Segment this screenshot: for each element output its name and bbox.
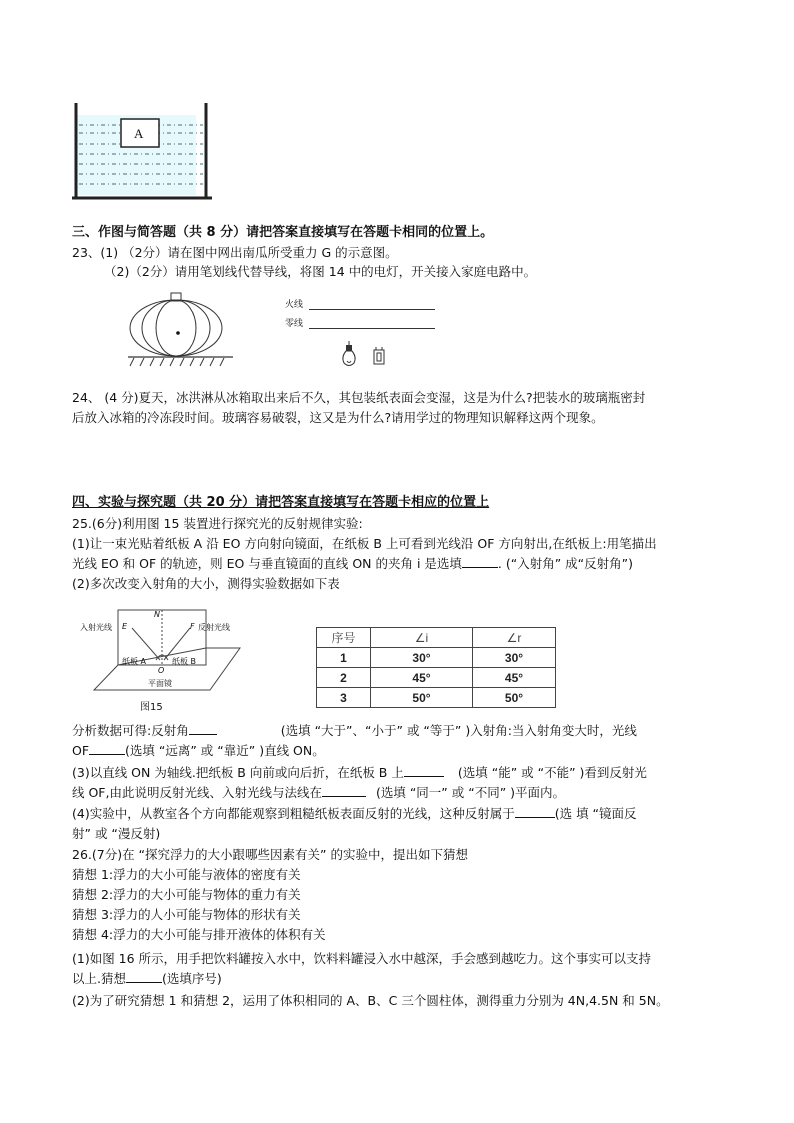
table-row bbox=[317, 688, 556, 708]
reflected-ray-label: 反射光线 bbox=[198, 623, 230, 632]
figure-15-caption: 图15 bbox=[140, 702, 163, 713]
q25-part3-line2 bbox=[72, 784, 565, 802]
analysis-line1 bbox=[72, 722, 637, 740]
live-wire-label: 火线 bbox=[285, 300, 304, 310]
analysis-line2 bbox=[72, 742, 325, 760]
circuit-figure bbox=[285, 295, 445, 375]
q23-part2: （2)（2分）请用笔划线代替导线，将图 14 中的电灯，开关接入家庭电路中。 bbox=[104, 264, 537, 279]
analysis-choice2: (选填 “远离” 或 “靠近” )直线 ON。 bbox=[125, 743, 325, 758]
pumpkin-icon bbox=[128, 290, 238, 370]
q26-part1-line1: (1)如图 16 所示，用手把饮料罐按入水中，饮料料罐浸入水中越深，手会感到越吃力。这个事实可以支持 bbox=[72, 951, 652, 966]
analysis-text: 分析数据可得:反射角 bbox=[72, 723, 189, 738]
cell: 45° bbox=[371, 668, 473, 688]
answer-blank[interactable] bbox=[404, 764, 444, 777]
container-figure bbox=[72, 100, 222, 200]
header-index: 序号 bbox=[317, 628, 371, 648]
angle-data-table bbox=[316, 627, 556, 708]
q25-part1-line1: (1)让一束光贴着纸板 A 沿 EO 方向射向镜面，在纸板 B 上可看到光线沿 OF 方向射出,在纸板上:用笔描出 bbox=[72, 536, 657, 551]
cell: 45° bbox=[473, 668, 556, 688]
water-container-icon bbox=[72, 100, 222, 200]
q25-part4-line1 bbox=[72, 805, 637, 823]
section4-heading: 四、实验与探究题（共 20 分）请把答案直接填写在答题卡相应的位置上 bbox=[72, 495, 490, 510]
q25-part1-text: 光线 EO 和 OF 的轨迹，则 EO 与垂直镜面的直线 ON 的夹角 i 是选填 bbox=[72, 556, 462, 571]
q24-line2: 后放入冰箱的冷冻段时间。玻璃容易破裂，这又是为什么?请用学过的物理知识解释这两个现象。 bbox=[72, 410, 604, 425]
q25-title: 25.(6分)利用图 15 装置进行探究光的反射规律实验: bbox=[72, 516, 363, 531]
guess-2: 猜想 2:浮力的大小可能与物体的重力有关 bbox=[72, 887, 301, 902]
answer-blank[interactable] bbox=[189, 722, 217, 735]
table-row bbox=[317, 668, 556, 688]
q25-part1-line2 bbox=[72, 555, 633, 573]
q25-part3-text2: 线 OF,由此说明反射光线、入射光线与法线在 bbox=[72, 785, 322, 800]
q25-part4-choice: (选 填 “镜面反 bbox=[554, 806, 637, 821]
header-angle-r: ∠r bbox=[473, 628, 556, 648]
cell: 3 bbox=[317, 688, 371, 708]
answer-blank[interactable] bbox=[515, 805, 555, 818]
point-e-label: E bbox=[122, 622, 128, 631]
cell: 30° bbox=[371, 648, 473, 668]
mirror-label: 平面镜 bbox=[148, 679, 172, 688]
answer-blank[interactable] bbox=[89, 742, 125, 755]
q26-part1-text: 以上.猜想 bbox=[72, 971, 126, 986]
q25-part1-choice: . (“入射角” 成“反射角”) bbox=[497, 556, 633, 571]
point-n-label: N bbox=[154, 610, 160, 619]
q25-part2: (2)多次改变入射角的大小，测得实验数据如下表 bbox=[72, 576, 340, 591]
pumpkin-figure bbox=[128, 290, 238, 370]
table-row bbox=[317, 648, 556, 668]
neutral-wire-label: 零线 bbox=[285, 319, 304, 329]
cell: 2 bbox=[317, 668, 371, 688]
figure-15 bbox=[80, 608, 300, 718]
q25-part3-line1 bbox=[72, 764, 647, 782]
cell: 1 bbox=[317, 648, 371, 668]
point-o-label: O bbox=[158, 666, 165, 675]
cell: 50° bbox=[371, 688, 473, 708]
table-header-row bbox=[317, 628, 556, 648]
point-f-label: F bbox=[190, 622, 195, 631]
guess-1: 猜想 1:浮力的大小可能与液体的密度有关 bbox=[72, 867, 301, 882]
guess-4: 猜想 4:浮力的大小可能与排开液体的体积有关 bbox=[72, 927, 326, 942]
q25-part3-choice: (选填 “能” 或 “不能” )看到反射光 bbox=[457, 765, 647, 780]
q26-part2: (2)为了研究猜想 1 和猜想 2，运用了体积相同的 A、B、C 三个圆柱体，测得重力分别为 4N,4.5N 和 5N。 bbox=[72, 993, 669, 1008]
board-a-label: 纸板 A bbox=[122, 657, 147, 666]
answer-blank[interactable] bbox=[462, 555, 498, 568]
live-wire bbox=[309, 309, 435, 310]
q24-line1: 24、 (4 分)夏天，冰洪淋从冰箱取出来后不久，其包装纸表面会变湿，这是为什么?把装水的玻璃瓶密封 bbox=[72, 390, 646, 405]
cell: 30° bbox=[473, 648, 556, 668]
header-angle-i: ∠i bbox=[371, 628, 473, 648]
q25-part4-text: (4)实验中，从教室各个方向都能观察到粗糙纸板表面反射的光线，这种反射属于 bbox=[72, 806, 515, 821]
cell: 50° bbox=[473, 688, 556, 708]
q26-title: 26.(7分)在 “探究浮力的大小跟哪些因素有关” 的实验中，提出如下猜想 bbox=[72, 847, 468, 862]
block-a-label: A bbox=[134, 126, 144, 141]
incident-ray-label: 入射光线 bbox=[80, 623, 112, 632]
light-bulb-icon bbox=[340, 341, 358, 369]
q25-part4-line2: 射” 或 “漫反射) bbox=[72, 826, 161, 841]
data-table-wrapper bbox=[316, 627, 556, 708]
board-b-label: 纸板 B bbox=[172, 657, 197, 666]
q25-part3-choice2: (选填 “同一” 或 “不同” )平面内。 bbox=[375, 785, 566, 800]
answer-blank[interactable] bbox=[322, 784, 366, 797]
q26-part1-line2 bbox=[72, 970, 222, 988]
q23-part1: 23、(1) （2分）请在图中网出南瓜所受重力 G 的示意图。 bbox=[72, 245, 398, 260]
analysis-choice: (选填 “大于”、“小于” 或 “等于” )入射角:当入射角变大时，光线 bbox=[280, 723, 637, 738]
q25-part3-text: (3)以直线 ON 为轴线.把纸板 B 向前或向后折，在纸板 B 上 bbox=[72, 765, 404, 780]
section3-heading: 三、作图与简答题（共 8 分）请把答案直接填写在答题卡相同的位置上。 bbox=[72, 225, 494, 240]
q26-part1-choice: (选填序号) bbox=[161, 971, 222, 986]
switch-icon bbox=[373, 347, 385, 365]
answer-blank[interactable] bbox=[126, 970, 162, 983]
guess-3: 猜想 3:浮力的人小可能与物体的形状有关 bbox=[72, 907, 301, 922]
neutral-wire bbox=[309, 328, 435, 329]
analysis-of: OF bbox=[72, 743, 90, 758]
